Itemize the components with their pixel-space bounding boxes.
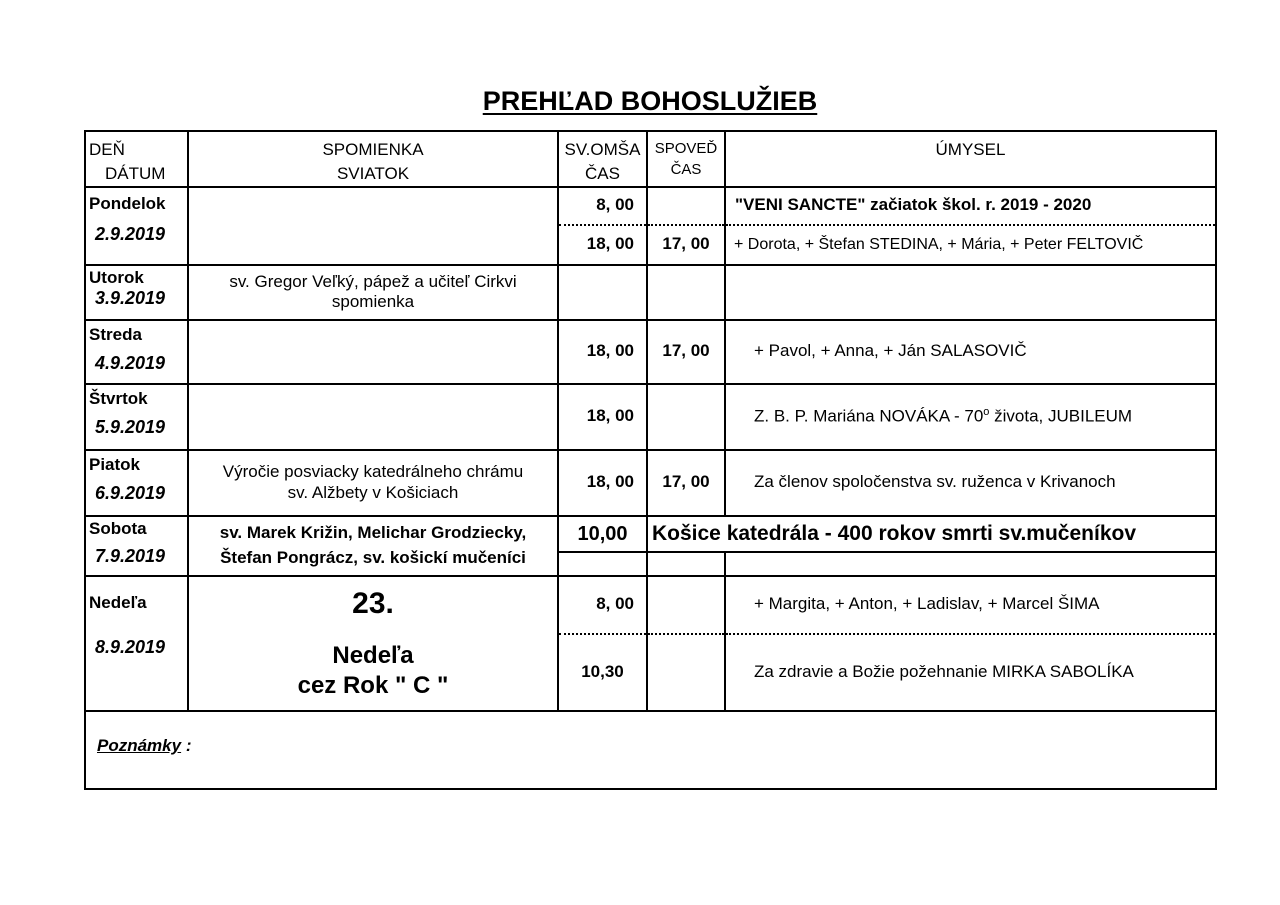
day-cell <box>85 576 188 711</box>
header-feast-label: SVIATOK <box>336 163 410 183</box>
mass-time: 8, 00 <box>558 187 647 225</box>
intention: "VENI SANCTE" začiatok škol. r. 2019 - 2020 <box>725 187 1216 225</box>
confession-time <box>647 187 725 225</box>
intention: + Pavol, + Anna, + Ján SALASOVIČ <box>725 320 1216 384</box>
degree-mark: o <box>983 406 990 419</box>
header-date: DÁTUM <box>105 163 166 183</box>
day-name: Utorok <box>89 267 144 287</box>
page-title: PREHĽAD BOHOSLUŽIEB <box>482 86 818 116</box>
day-cell <box>85 384 188 450</box>
feast-line: Štefan Pongrácz, sv. košickí mučeníci <box>220 547 526 567</box>
feast-cell <box>188 320 558 384</box>
header-confession-time: ČAS <box>670 161 702 178</box>
day-date: 7.9.2019 <box>95 545 166 566</box>
feast-cell <box>188 576 558 711</box>
mass-time: 10,30 <box>558 634 647 711</box>
intention: Košice katedrála - 400 rokov smrti sv.mučeníkov <box>647 516 1216 552</box>
feast-cell <box>188 516 558 576</box>
confession-time: 17, 00 <box>647 450 725 516</box>
header-day: DEŇ <box>89 140 125 159</box>
notes-suffix: : <box>181 735 192 755</box>
feast-cell <box>188 384 558 450</box>
header-intention <box>725 131 1216 187</box>
feast-line: sv. Alžbety v Košiciach <box>287 482 459 502</box>
mass-time: 10,00 <box>558 516 647 552</box>
intention: + Margita, + Anton, + Ladislav, + Marcel ŠIMA <box>725 576 1216 634</box>
mass-time: 8, 00 <box>558 576 647 634</box>
feast-line: sv. Marek Križin, Melichar Grodziecky, <box>219 522 527 542</box>
table-row <box>85 320 1216 384</box>
feast-cell <box>188 450 558 516</box>
confession-time <box>647 265 725 320</box>
notes-cell <box>85 711 1216 789</box>
mass-time: 18, 00 <box>558 450 647 516</box>
notes-label: Poznámky <box>97 735 182 755</box>
day-name: Streda <box>89 324 142 344</box>
intention <box>725 552 1216 576</box>
intention: + Dorota, + Štefan STEDINA, + Mária, + Peter FELTOVIČ <box>725 225 1216 265</box>
day-cell <box>85 450 188 516</box>
confession-time <box>647 576 725 634</box>
mass-time: 18, 00 <box>558 320 647 384</box>
header-row <box>85 131 1216 187</box>
day-name: Pondelok <box>89 193 166 213</box>
header-intention-label: ÚMYSEL <box>935 140 1006 159</box>
table-row <box>85 516 1216 552</box>
day-cell <box>85 320 188 384</box>
table-row <box>85 265 1216 320</box>
feast-line: sv. Gregor Veľký, pápež a učiteľ Cirkvi <box>229 271 517 291</box>
intention: Za členov spoločenstva sv. ruženca v Krivanoch <box>725 450 1216 516</box>
header-feast <box>188 131 558 187</box>
intention-text: života, JUBILEUM <box>989 406 1133 426</box>
header-mass-time: ČAS <box>585 163 620 183</box>
mass-time <box>558 552 647 576</box>
feast-line: Nedeľa <box>332 641 414 669</box>
schedule-table <box>84 130 1217 790</box>
intention <box>725 384 1216 450</box>
day-cell <box>85 187 188 265</box>
feast-cell <box>188 265 558 320</box>
header-mass <box>558 131 647 187</box>
day-name: Sobota <box>89 518 147 538</box>
table-row <box>85 450 1216 516</box>
notes-row <box>85 711 1216 789</box>
table-row <box>85 576 1216 634</box>
feast-number: 23. <box>352 587 394 621</box>
day-date: 6.9.2019 <box>95 482 166 503</box>
confession-time <box>647 634 725 711</box>
confession-time: 17, 00 <box>647 225 725 265</box>
header-confession <box>647 131 725 187</box>
feast-line: spomienka <box>331 292 415 312</box>
table-row <box>85 384 1216 450</box>
mass-time <box>558 265 647 320</box>
intention: Za zdravie a Božie požehnanie MIRKA SABOLÍKA <box>725 634 1216 711</box>
day-date: 4.9.2019 <box>95 352 166 373</box>
table-row <box>85 187 1216 225</box>
confession-time <box>647 384 725 450</box>
header-mass-label: SV.OMŠA <box>564 140 641 159</box>
day-date: 5.9.2019 <box>95 416 166 437</box>
day-date: 8.9.2019 <box>95 636 166 657</box>
day-name: Štvrtok <box>89 388 148 408</box>
feast-cell <box>188 187 558 265</box>
header-memorial: SPOMIENKA <box>322 140 424 159</box>
day-name: Nedeľa <box>89 592 147 612</box>
day-cell <box>85 265 188 320</box>
feast-line: cez Rok " C " <box>297 671 449 699</box>
confession-time <box>647 552 725 576</box>
day-date: 2.9.2019 <box>95 223 166 244</box>
day-name: Piatok <box>89 454 141 474</box>
day-cell <box>85 516 188 576</box>
mass-time: 18, 00 <box>558 225 647 265</box>
mass-time: 18, 00 <box>558 384 647 450</box>
day-date: 3.9.2019 <box>95 287 166 308</box>
header-confession-label: SPOVEĎ <box>654 140 718 157</box>
confession-time: 17, 00 <box>647 320 725 384</box>
feast-line: Výročie posviacky katedrálneho chrámu <box>222 462 524 482</box>
header-day-date <box>85 131 188 187</box>
intention-text: Z. B. P. Mariána NOVÁKA - 70 <box>754 406 984 426</box>
intention <box>725 265 1216 320</box>
